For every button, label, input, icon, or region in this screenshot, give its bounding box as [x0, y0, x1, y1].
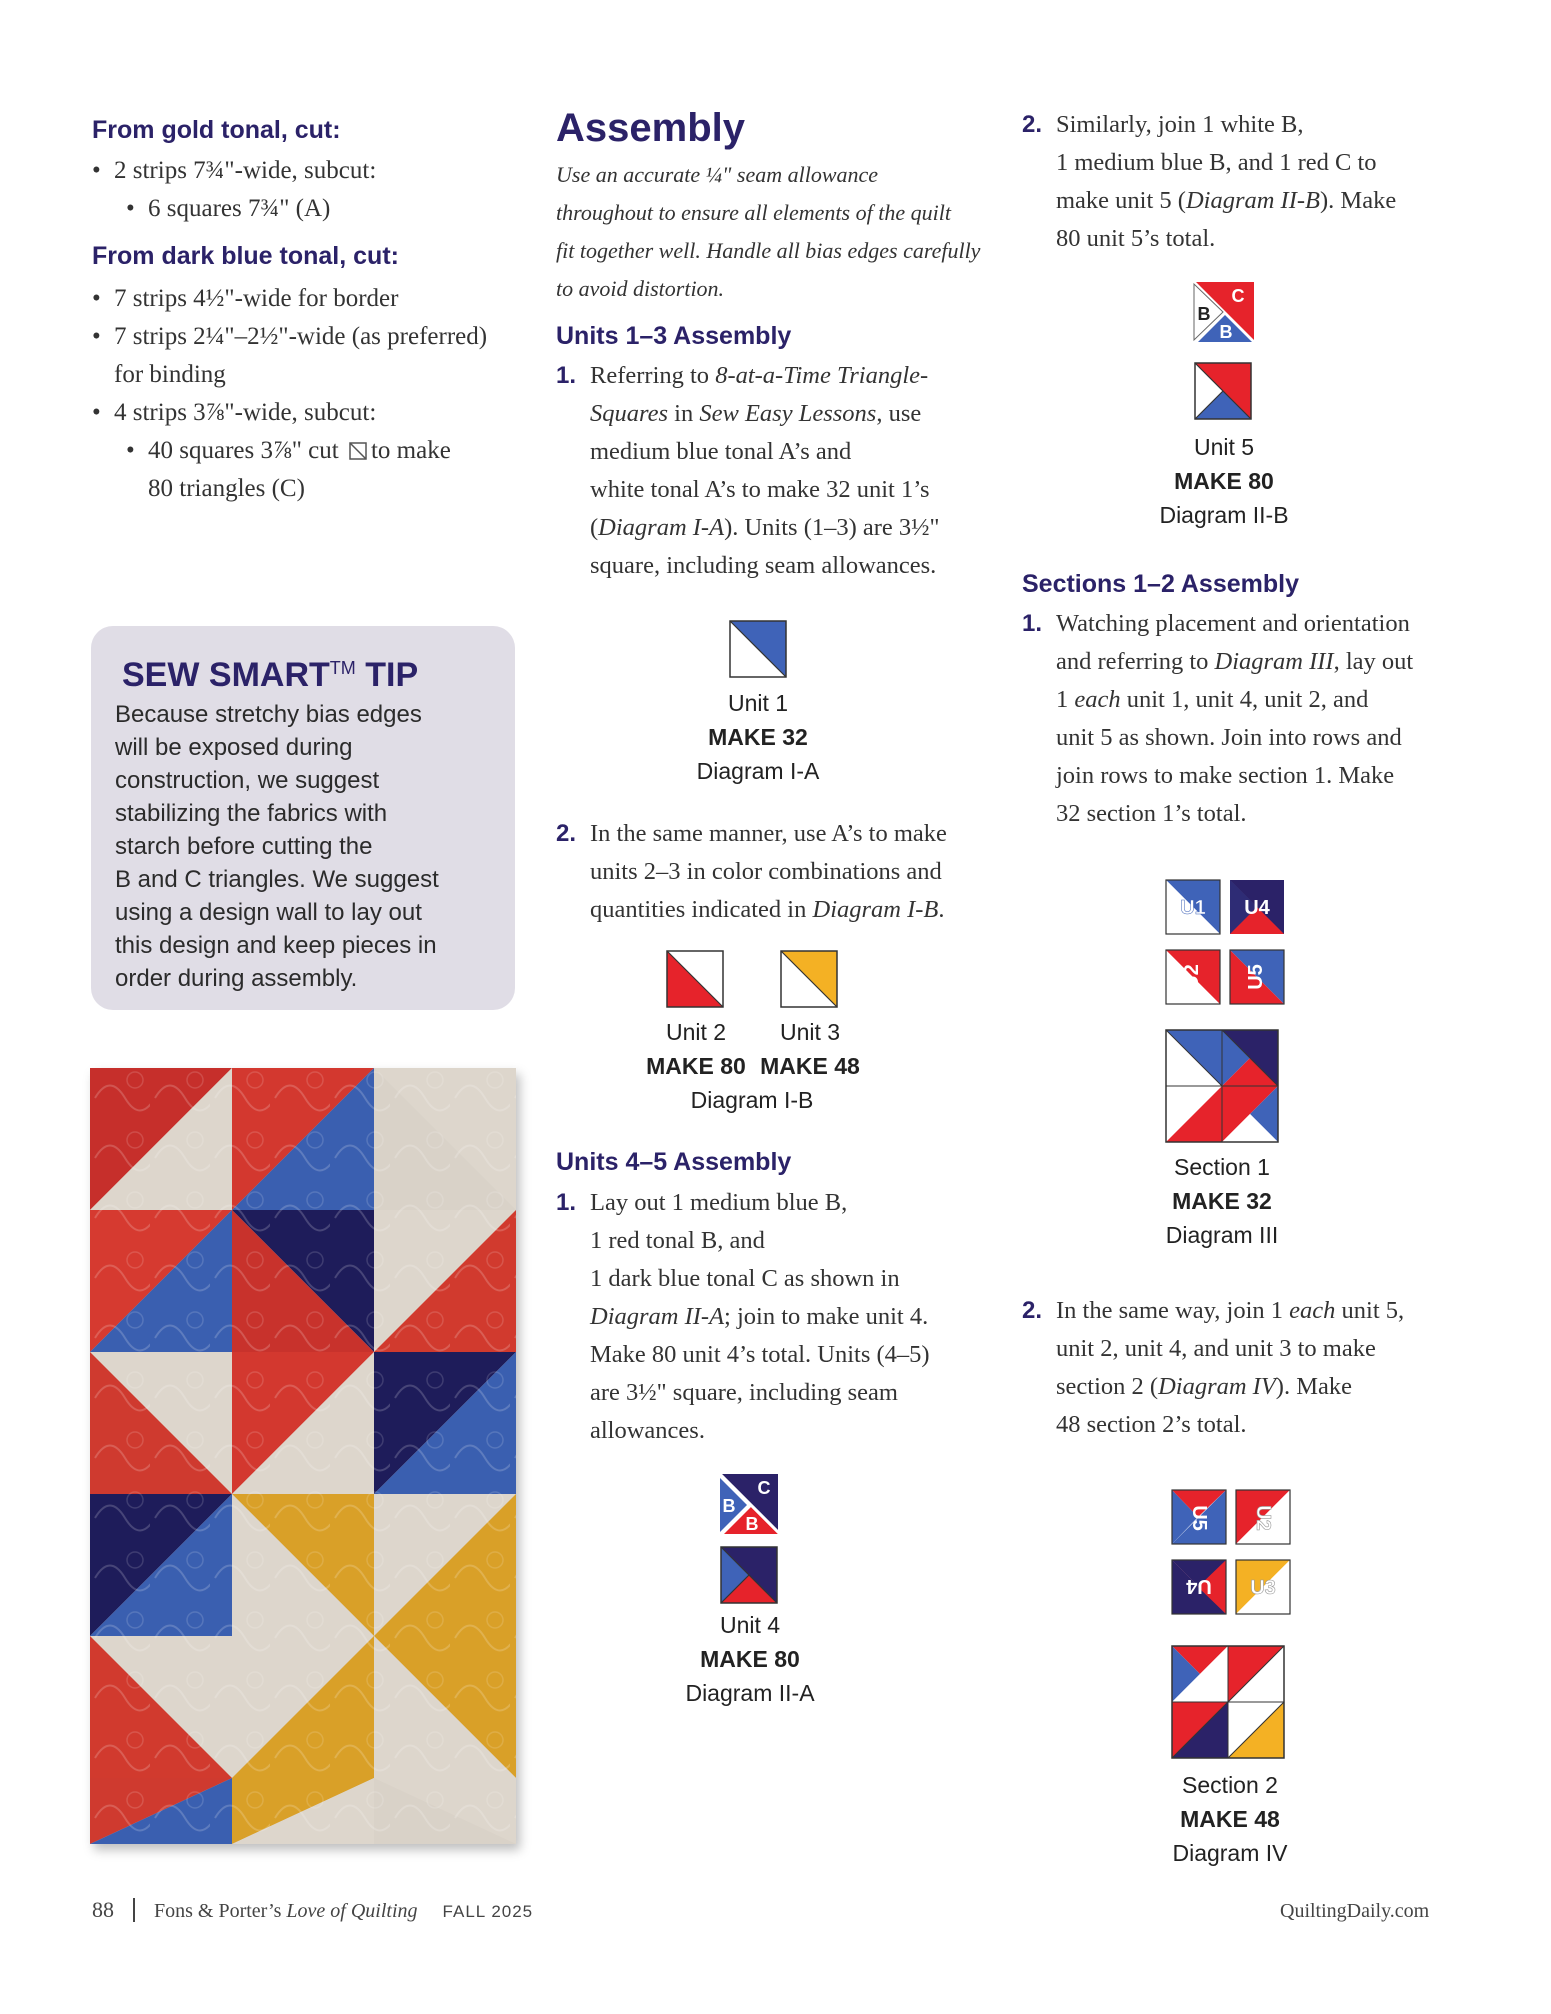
- label-c: C: [1231, 286, 1245, 306]
- diagram-i-b-caption: Diagram I-B: [690, 1087, 814, 1113]
- unit-2-caption: Unit 2 MAKE 80: [646, 1019, 746, 1079]
- unit-1-thumbnail: [1166, 880, 1220, 934]
- cut-item: • 2 strips 7¾"-wide, subcut:: [92, 157, 377, 184]
- unit-4-caption: Unit 4 MAKE 80 Diagram II-A: [685, 1612, 815, 1706]
- unit-3-thumbnail: [1236, 1560, 1290, 1614]
- section-1-caption: Section 1 MAKE 32 Diagram III: [1165, 1154, 1279, 1248]
- quilt-photo: [90, 1068, 516, 1844]
- cut-item: • 7 strips 2¼"–2½"-wide (as preferred): [92, 323, 488, 350]
- assembly-intro: Use an accurate ¼" seam allowance throughout to ensure all elements of the quilt fit together well. Handle all bias edges carefully to avoid distortion.: [556, 162, 981, 301]
- section-2-layout-diagram: [1170, 1488, 1292, 1618]
- unit-4-thumbnail: [1230, 880, 1284, 934]
- label-u3: U3: [1250, 1577, 1276, 1599]
- units-4-5-heading: Units 4–5 Assembly: [556, 1148, 792, 1176]
- unit-3-diagram: [780, 950, 838, 1008]
- page-number: 88: [92, 1897, 114, 1922]
- magazine-name: Fons & Porter’s Love of Quilting: [154, 1900, 418, 1922]
- unit-2-diagram: [666, 950, 724, 1008]
- assembly-title: Assembly: [556, 106, 745, 150]
- unit-4-layout-diagram: [718, 1472, 782, 1536]
- website: QuiltingDaily.com: [1280, 1900, 1430, 1922]
- unit-2-thumbnail: [1236, 1490, 1290, 1544]
- tip-body: Because stretchy bias edges will be exposed during construction, we suggest stabilizing the fabrics with starch before cutting the B and C triangles. We suggest using a design wall to lay out this design and keep pieces in order during assembly.: [115, 701, 439, 992]
- cut-heading-gold: From gold tonal, cut:: [92, 116, 341, 144]
- label-b: B: [1219, 322, 1233, 342]
- cut-item: • 4 strips 3⅞"-wide, subcut:: [92, 399, 377, 426]
- label-u4: U4: [1244, 897, 1270, 919]
- unit-5-thumbnail: [1172, 1490, 1226, 1544]
- label-u1: U1: [1180, 897, 1206, 919]
- unit-1-caption: Unit 1 MAKE 32 Diagram I-A: [696, 690, 820, 784]
- unit-3-caption: Unit 3 MAKE 48: [760, 1019, 860, 1079]
- label-b: B: [1197, 304, 1211, 324]
- label-b: B: [722, 1496, 736, 1516]
- section-2-caption: Section 2 MAKE 48 Diagram IV: [1172, 1772, 1288, 1866]
- diagonal-cut-icon: [349, 442, 367, 460]
- label-c: C: [757, 1478, 771, 1498]
- unit-5-diagram: [1194, 362, 1252, 420]
- label-b: B: [745, 1514, 759, 1534]
- units-1-3-heading: Units 1–3 Assembly: [556, 322, 792, 350]
- unit-2-thumbnail: [1166, 950, 1220, 1004]
- unit-4-thumbnail: [1172, 1560, 1226, 1614]
- sew-smart-tip-box: [91, 626, 515, 1010]
- label-u5: U5: [1245, 964, 1267, 990]
- cut-item-cont: 80 triangles (C): [148, 475, 305, 502]
- section-1-layout-diagram: [1164, 878, 1286, 1008]
- footer: [92, 1897, 533, 1923]
- section-1-diagram: [1164, 1028, 1280, 1144]
- issue-season: FALL 2025: [442, 1902, 534, 1921]
- unit-5-thumbnail: [1230, 950, 1284, 1004]
- unit-1-diagram: [729, 620, 787, 678]
- label-u2: U2: [1252, 1505, 1274, 1531]
- footer-divider: [133, 1898, 135, 1922]
- label-u4: U4: [1186, 1575, 1212, 1597]
- unit-5-layout-diagram: [1192, 280, 1256, 344]
- unit-4-diagram: [720, 1546, 778, 1604]
- cut-subitem: • 40 squares 3⅞" cut to make: [126, 437, 451, 464]
- cut-item-cont: for binding: [114, 361, 226, 388]
- label-u5: U5: [1188, 1505, 1210, 1531]
- label-u2: U2: [1181, 964, 1203, 990]
- cut-heading-dark-blue: From dark blue tonal, cut:: [92, 242, 399, 270]
- cut-subitem: • 6 squares 7¾" (A): [126, 195, 331, 222]
- section-2-diagram: [1170, 1644, 1286, 1760]
- sections-1-2-heading: Sections 1–2 Assembly: [1022, 570, 1299, 598]
- unit-5-caption: Unit 5 MAKE 80 Diagram II-B: [1159, 434, 1289, 528]
- cut-item: • 7 strips 4½"-wide for border: [92, 285, 399, 312]
- tip-title: SEW SMART™ TIP: [122, 656, 419, 694]
